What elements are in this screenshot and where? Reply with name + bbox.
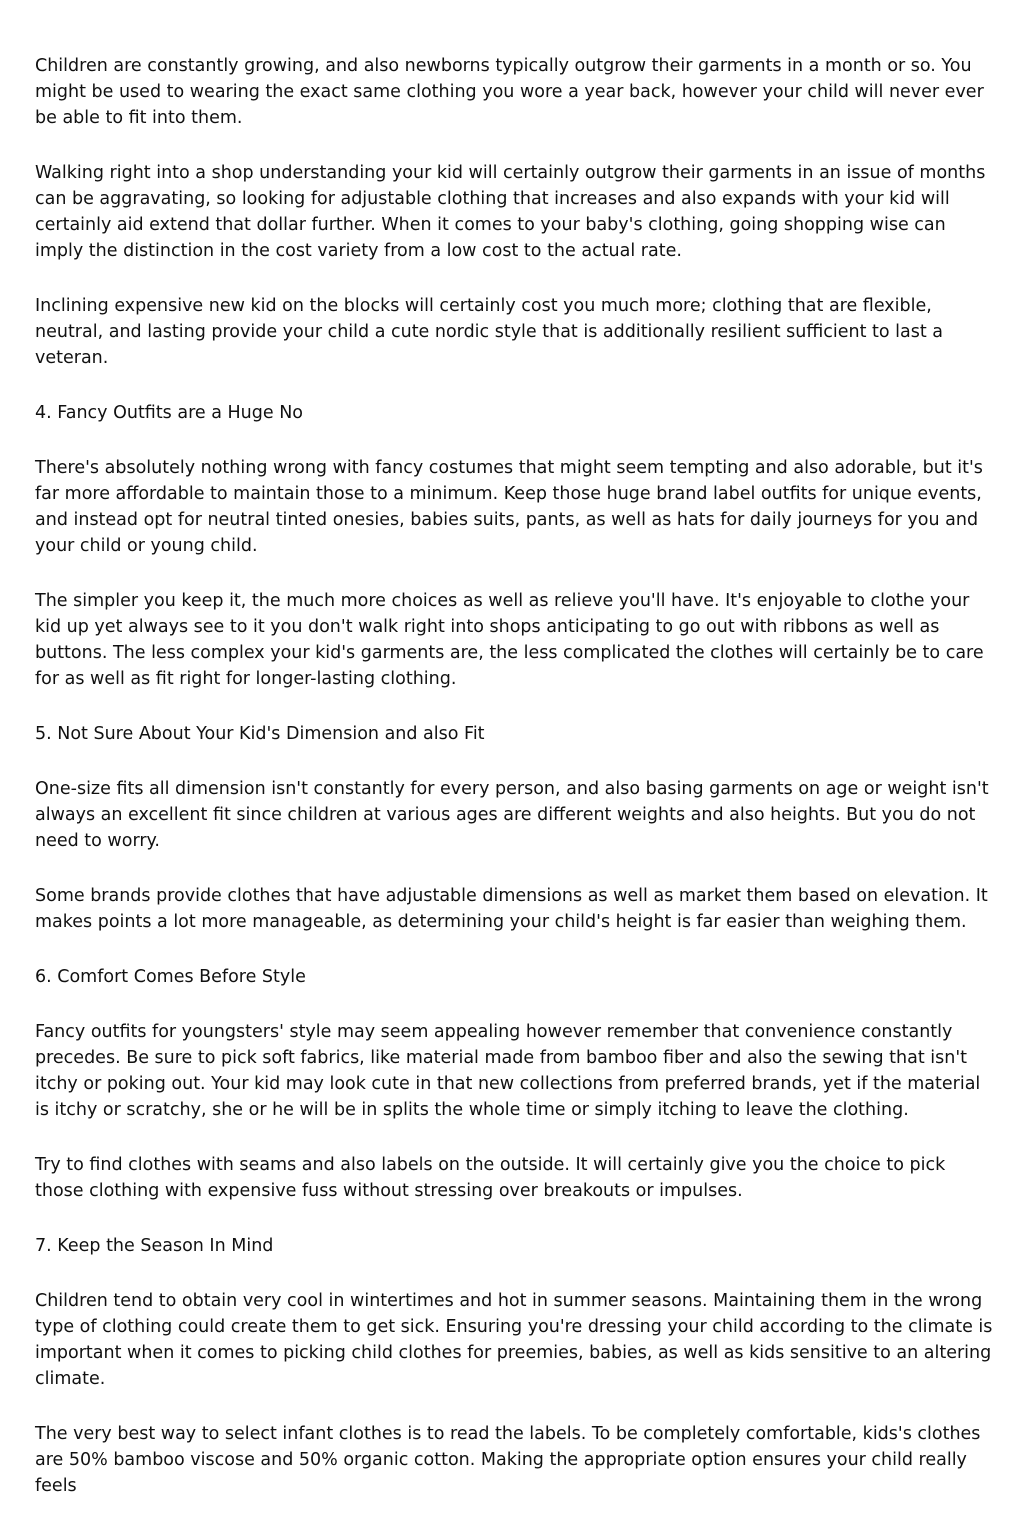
paragraph-brands-elevation: Some brands provide clothes that have adjustable dimensions as well as market them based on elevation. It makes points a lot more manageable, as determining your child's height is far easier than weighing them.: [35, 886, 988, 932]
section-heading-fancy-outfits: 4. Fancy Outfits are a Huge No: [35, 403, 304, 423]
paragraph-climate: Children tend to obtain very cool in wintertimes and hot in summer seasons. Maintaining them in the wrong type of clothing could create them to get sick. Ensuring you're dressing your child according to the climate is important when it comes to picking child clothes for preemies, babies, as well as kids sensitive to an altering climate.: [35, 1291, 993, 1389]
section-heading-season: 7. Keep the Season In Mind: [35, 1236, 274, 1256]
paragraph-soft-fabrics: Fancy outfits for youngsters' style may seem appealing however remember that convenience constantly precedes. Be sure to pick soft fabrics, like material made from bamboo fiber and also the sewing that isn't itchy or poking out. Your kid may look cute in that new collections from preferred brands, yet if the material is itchy or scratchy, she or he will be in splits the whole time or simply itching to leave the clothing.: [35, 1022, 981, 1120]
section-heading-comfort: 6. Comfort Comes Before Style: [35, 967, 306, 987]
document-page: [35, 53, 995, 1528]
paragraph-nordic-style: Inclining expensive new kid on the blocks will certainly cost you much more; clothing that are flexible, neutral, and lasting provide your child a cute nordic style that is additionally resilient sufficient to last a veteran.: [35, 296, 944, 368]
paragraph-keep-it-simple: The simpler you keep it, the much more choices as well as relieve you'll have. It's enjoyable to clothe your kid up yet always see to it you don't walk right into shops anticipating to go out with ribbons as well as buttons. The less complex your kid's garments are, the less complicated the clothes will certainly be to care for as well as fit right for longer-lasting clothing.: [35, 591, 984, 689]
paragraph-read-labels: The very best way to select infant clothes is to read the labels. To be completely comfortable, kids's clothes are 50% bamboo viscose and 50% organic cotton. Making the appropriate option ensures your child really feels: [35, 1424, 981, 1496]
paragraph-fancy-costumes: There's absolutely nothing wrong with fancy costumes that might seem tempting and also adorable, but it's far more affordable to maintain those to a minimum. Keep those huge brand label outfits for unique events, and instead opt for neutral tinted onesies, babies suits, pants, as well as hats for daily journeys for you and your child or young child.: [35, 458, 983, 556]
paragraph-seams-labels: Try to find clothes with seams and also labels on the outside. It will certainly give you the choice to pick those clothing with expensive fuss without stressing over breakouts or impulses.: [35, 1155, 946, 1201]
paragraph-one-size: One-size fits all dimension isn't constantly for every person, and also basing garments on age or weight isn't always an excellent fit since children at various ages are different weights and also heights. But you do not need to worry.: [35, 779, 989, 851]
section-heading-dimension-fit: 5. Not Sure About Your Kid's Dimension and also Fit: [35, 724, 485, 744]
paragraph-growing: Children are constantly growing, and also newborns typically outgrow their garments in a month or so. You might be used to wearing the exact same clothing you wore a year back, however your child will never ever be able to fit into them.: [35, 56, 984, 128]
paragraph-adjustable-clothing: Walking right into a shop understanding your kid will certainly outgrow their garments in an issue of months can be aggravating, so looking for adjustable clothing that increases and also expands with your kid will certainly aid extend that dollar further. When it comes to your baby's clothing, going shopping wise can imply the distinction in the cost variety from a low cost to the actual rate.: [35, 163, 986, 261]
